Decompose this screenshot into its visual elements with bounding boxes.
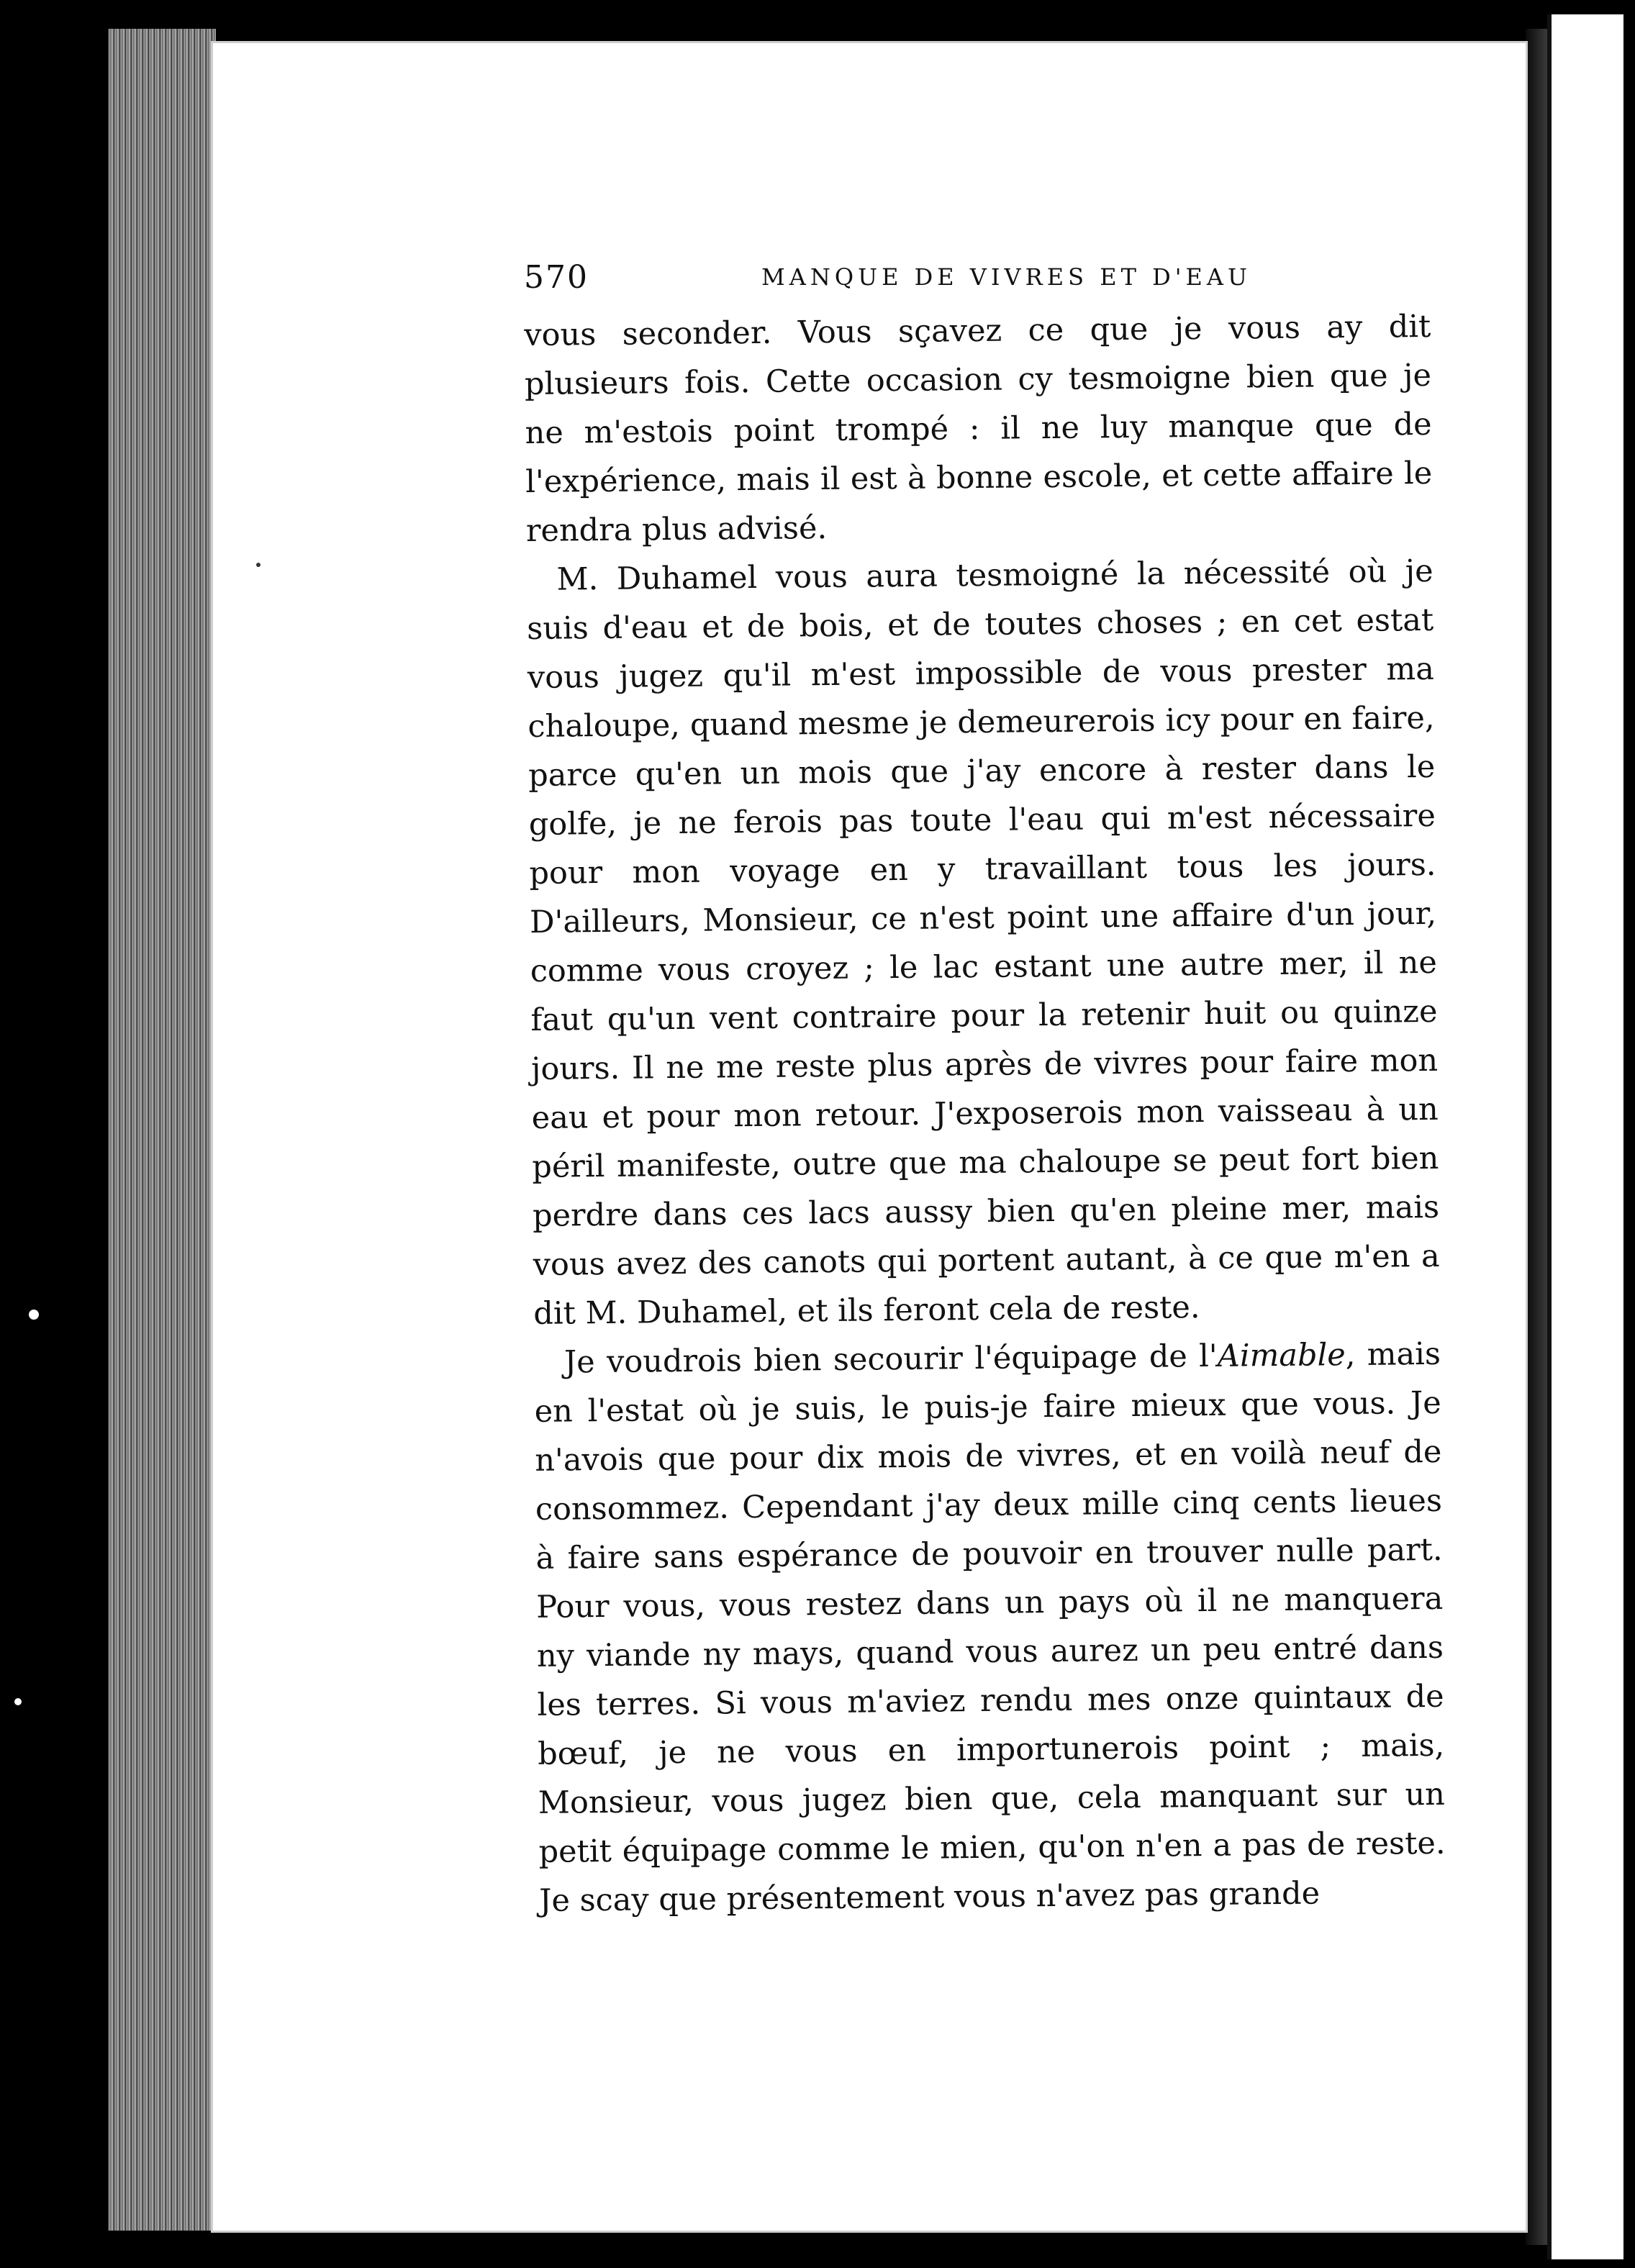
paragraph-3-lead: Je voudrois bien secourir l'équipage de l' — [563, 1338, 1218, 1381]
running-head — [524, 259, 1459, 302]
scan-speck — [256, 563, 261, 567]
book-page-edges — [108, 29, 216, 2231]
next-page-sliver — [1547, 14, 1623, 2259]
paragraph-2: M. Duhamel vous aura tesmoigné la nécessité où je suis d'eau et de bois, et de toutes choses ; en cet estat vous jugez qu'il m'est impossible de vous prester ma chaloupe, quand mesme je demeurerois icy pour en faire, parce qu'en un mois que j'ay encore à rester dans le golfe, je ne ferois pas toute l'eau qui m'est nécessaire pour mon voyage en y travaillant tous les jours. D'ailleurs, Monsieur, ce n'est point une affaire d'un jour, comme vous croyez ; le lac estant une autre mer, il ne faut qu'un vent contraire pour la retenir huit ou quinze jours. Il ne me reste plus après de vivres pour faire mon eau et pour mon retour. J'exposerois mon vaisseau à un péril manifeste, outre que ma chaloupe se peut fort bien perdre dans ces lacs aussy bien qu'en pleine mer, mais vous avez des canots qui portent autant, à ce que m'en a dit M. Duhamel, et ils feront cela de reste. — [527, 553, 1440, 1332]
scan-speck — [29, 1310, 39, 1320]
body-text — [524, 302, 1446, 1925]
gutter-shadow — [1526, 29, 1547, 2245]
paragraph-3 — [534, 1330, 1446, 1925]
ship-name: Aimable — [1217, 1337, 1346, 1374]
page-number: 570 — [524, 259, 589, 296]
scan-speck — [14, 1698, 22, 1705]
paragraph-1: vous seconder. Vous sçavez ce que je vous ay dit plusieurs fois. Cette occasion cy tesmoigne bien que je ne m'estois point trompé : il ne luy manque que de l'expérience, mais il est à bonne escole, et cette affaire le rendra plus advisé. — [524, 308, 1433, 549]
paragraph-3-rest: , mais en l'estat où je suis, le puis-je faire mieux que vous. Je n'avois que pour dix mois de vivres, et en voilà neuf de consommez. Cependant j'ay deux mille cinq cents lieues à faire sans espérance de pouvoir en trouver nulle part. Pour vous, vous restez dans un pays où il ne manquera ny viande ny mays, quand vous aurez un peu entré dans les terres. Si vous m'aviez rendu mes onze quintaux de bœuf, je ne vous en importunerois point ; mais, Monsieur, vous jugez bien que, cela manquant sur un petit équipage comme le mien, qu'on n'en a pas de reste. Je scay que présentement vous n'avez pas grande — [534, 1335, 1446, 1919]
chapter-heading: MANQUE DE VIVRES ET D'EAU — [761, 263, 1251, 291]
